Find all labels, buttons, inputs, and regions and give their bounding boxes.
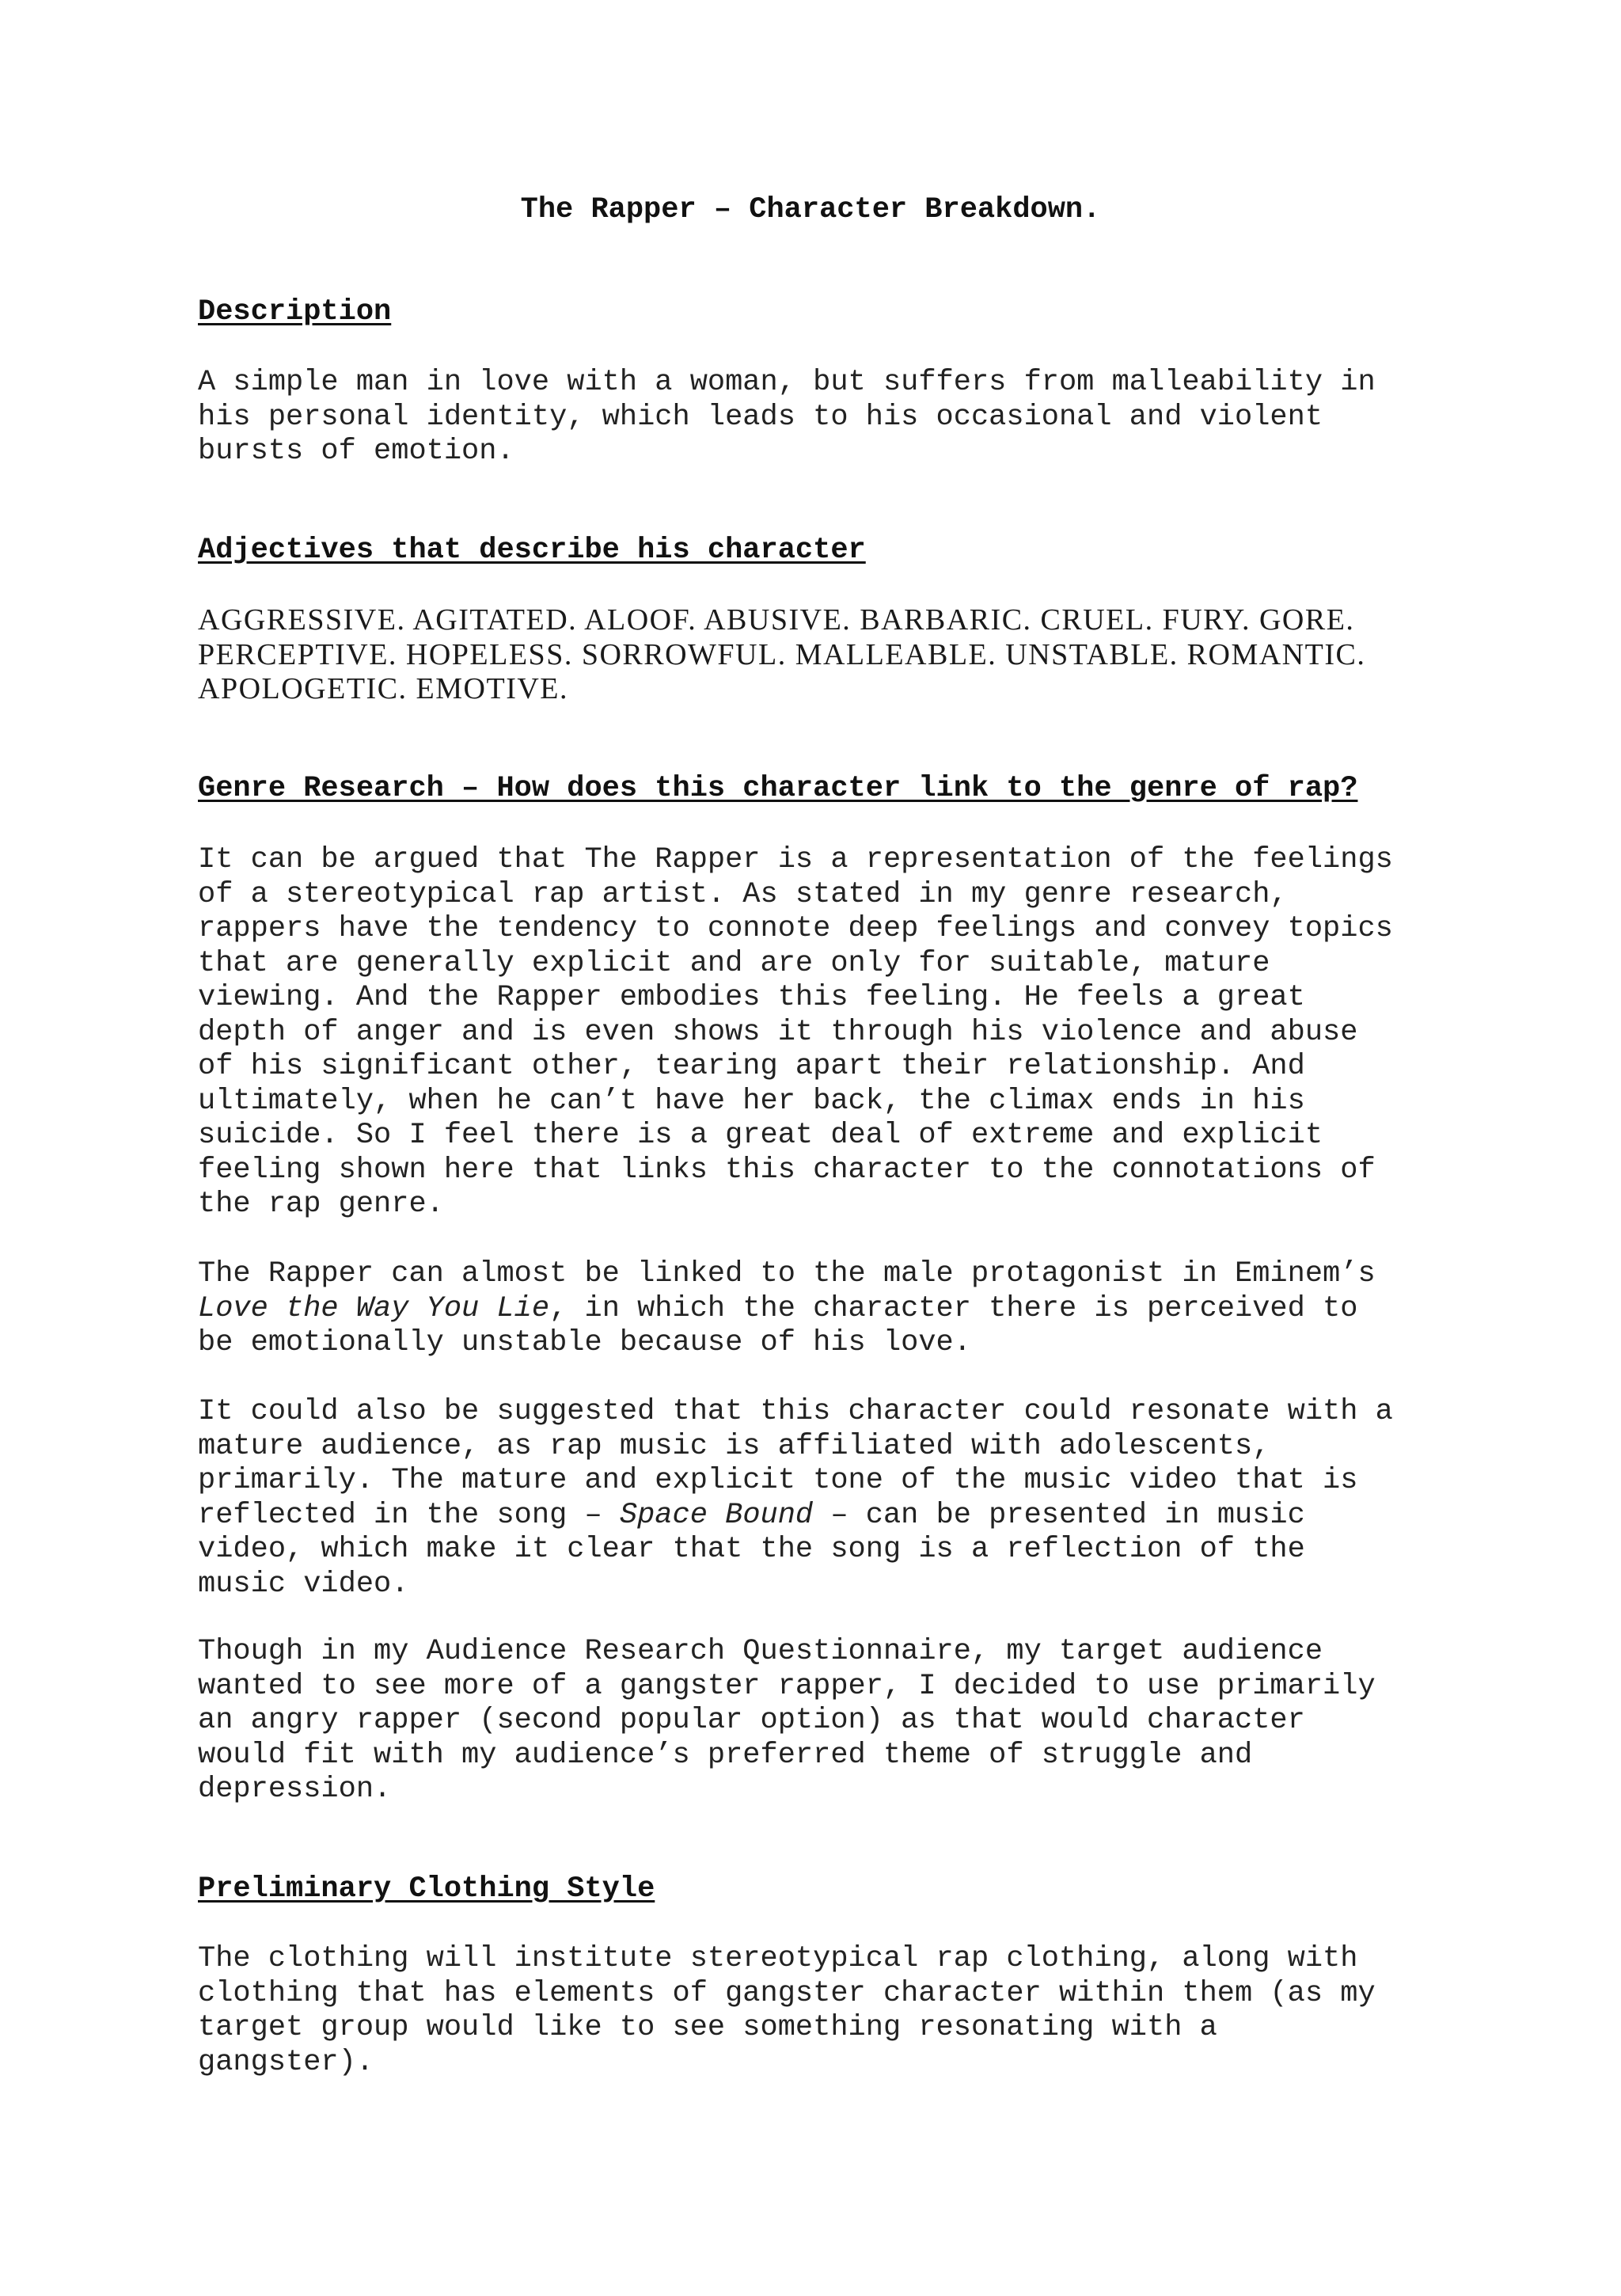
song-title-italic: Love the Way You Lie xyxy=(198,1291,550,1325)
adjectives-paragraph xyxy=(198,603,1433,707)
text-line: clothing that has elements of gangster character within them (as my xyxy=(198,1976,1376,2010)
text-line: A simple man in love with a woman, but suffers from malleability in xyxy=(198,366,1376,399)
text-line: music video. xyxy=(198,1567,409,1601)
clothing-heading: Preliminary Clothing Style xyxy=(198,1872,655,1906)
genre-paragraph-2 xyxy=(198,1257,1433,1361)
text-fragment: , in which the character there is perceived to xyxy=(549,1291,1358,1325)
text-line: feeling shown here that links this character to the connotations of xyxy=(198,1153,1376,1187)
text-line: It could also be suggested that this character could resonate with a xyxy=(198,1395,1393,1428)
adjectives-heading: Adjectives that describe his character xyxy=(198,534,866,567)
text-line: PERCEPTIVE. HOPELESS. SORROWFUL. MALLEABLE. UNSTABLE. ROMANTIC. xyxy=(198,637,1366,671)
text-line: that are generally explicit and are only for suitable, mature xyxy=(198,946,1270,980)
text-line: his personal identity, which leads to his occasional and violent xyxy=(198,400,1323,434)
text-line: viewing. And the Rapper embodies this feeling. He feels a great xyxy=(198,981,1305,1014)
description-heading: Description xyxy=(198,295,392,329)
text-line: depression. xyxy=(198,1773,392,1806)
text-line: an angry rapper (second popular option) as that would character xyxy=(198,1704,1305,1737)
genre-paragraph-3 xyxy=(198,1395,1433,1602)
genre-paragraph-1 xyxy=(198,843,1433,1222)
text-line: It can be argued that The Rapper is a representation of the feelings xyxy=(198,843,1393,876)
text-line: would fit with my audience’s preferred theme of struggle and xyxy=(198,1738,1253,1772)
genre-research-heading: Genre Research – How does this character link to the genre of rap? xyxy=(198,772,1358,805)
text-line: be emotionally unstable because of his love. xyxy=(198,1326,971,1359)
text-fragment: – can be presented in music xyxy=(813,1498,1305,1532)
text-line: ultimately, when he can’t have her back, the climax ends in his xyxy=(198,1084,1305,1118)
text-line: Though in my Audience Research Questionnaire, my target audience xyxy=(198,1635,1323,1668)
text-line: of his significant other, tearing apart their relationship. And xyxy=(198,1050,1305,1083)
text-line: The Rapper can almost be linked to the male protagonist in Eminem’s xyxy=(198,1257,1376,1291)
song-title-italic: Space Bound xyxy=(619,1498,814,1532)
text-line: primarily. The mature and explicit tone of the music video that is xyxy=(198,1464,1358,1497)
page-title: The Rapper – Character Breakdown. xyxy=(520,193,1101,226)
genre-paragraph-4 xyxy=(198,1635,1433,1808)
text-line: AGGRESSIVE. AGITATED. ALOOF. ABUSIVE. BARBARIC. CRUEL. FURY. GORE. xyxy=(198,603,1355,637)
text-line xyxy=(198,1292,1433,1327)
text-fragment: reflected in the song – xyxy=(198,1498,620,1532)
text-line: of a stereotypical rap artist. As stated in my genre research, xyxy=(198,877,1288,911)
text-line: APOLOGETIC. EMOTIVE. xyxy=(198,672,569,705)
text-line: suicide. So I feel there is a great deal of extreme and explicit xyxy=(198,1119,1323,1152)
text-line: depth of anger and is even shows it through his violence and abuse xyxy=(198,1015,1358,1049)
description-paragraph xyxy=(198,366,1433,469)
text-line xyxy=(198,1499,1433,1534)
text-line: rappers have the tendency to connote deep feelings and convey topics xyxy=(198,912,1393,945)
text-line: gangster). xyxy=(198,2045,374,2079)
clothing-paragraph xyxy=(198,1942,1433,2080)
text-line: wanted to see more of a gangster rapper, I decided to use primarily xyxy=(198,1669,1376,1703)
text-line: bursts of emotion. xyxy=(198,435,514,468)
text-line: the rap genre. xyxy=(198,1188,444,1221)
text-line: video, which make it clear that the song is a reflection of the xyxy=(198,1533,1305,1566)
text-line: The clothing will institute stereotypical rap clothing, along with xyxy=(198,1942,1358,1975)
text-line: mature audience, as rap music is affiliated with adolescents, xyxy=(198,1429,1270,1463)
text-line: target group would like to see something resonating with a xyxy=(198,2011,1217,2044)
